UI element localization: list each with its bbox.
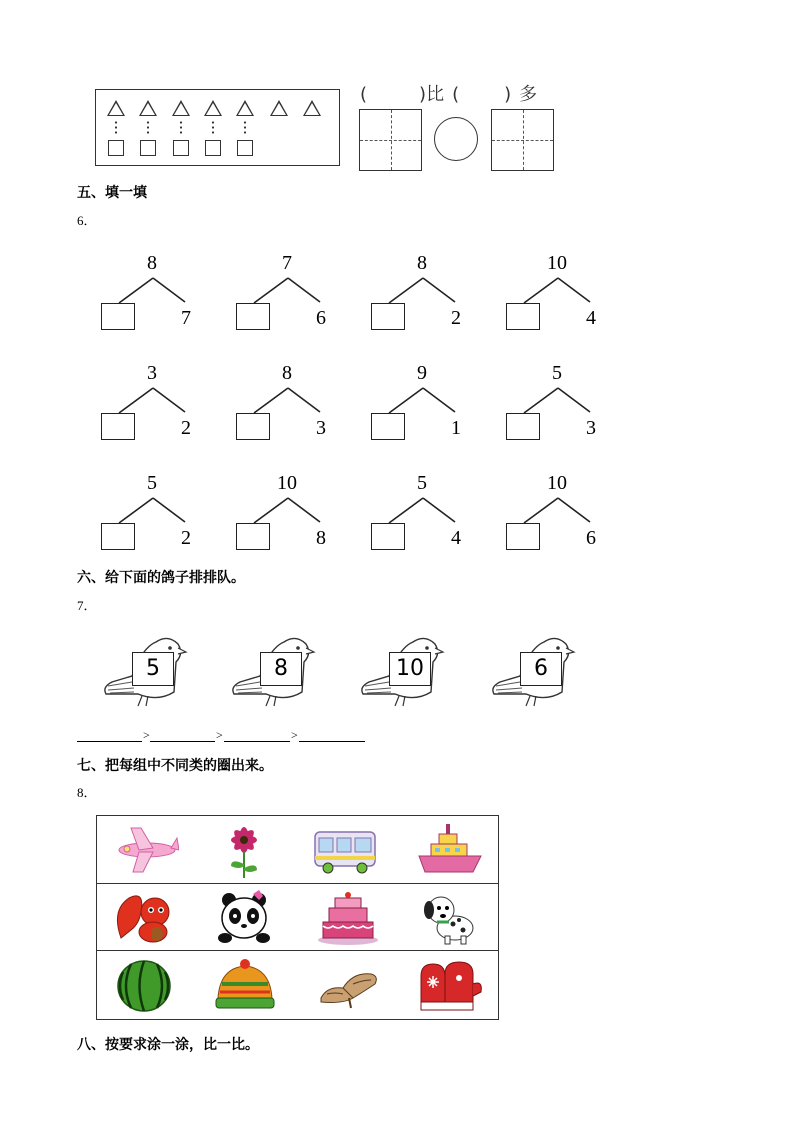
triangle-icon bbox=[204, 100, 222, 116]
bond-right-number: 6 bbox=[316, 307, 326, 329]
number-bond bbox=[236, 362, 346, 457]
word-duo: 多 bbox=[519, 84, 538, 105]
triangle-icon bbox=[270, 100, 288, 116]
order-blank-2[interactable] bbox=[150, 740, 215, 742]
bond-right-number: 2 bbox=[181, 527, 191, 549]
row-divider bbox=[97, 883, 498, 884]
bond-right-number: 8 bbox=[316, 527, 326, 549]
bond-answer-box[interactable] bbox=[506, 523, 540, 550]
bond-right-number: 7 bbox=[181, 307, 191, 329]
answer-grid-box-right[interactable] bbox=[491, 109, 554, 171]
shoes-icon[interactable] bbox=[313, 958, 383, 1014]
number-bond bbox=[371, 472, 481, 567]
section-title: 七、把每组中不同类的圈出来。 bbox=[77, 758, 273, 774]
row-divider bbox=[97, 950, 498, 951]
order-blank-1[interactable] bbox=[77, 740, 142, 742]
compare-sentence bbox=[360, 80, 537, 106]
number-bond bbox=[506, 362, 616, 457]
bond-answer-box[interactable] bbox=[371, 413, 405, 440]
number-bond bbox=[371, 362, 481, 457]
panda-icon[interactable] bbox=[209, 890, 279, 946]
number-bond bbox=[101, 252, 211, 347]
bond-top-number: 8 bbox=[282, 362, 292, 384]
bond-top-number: 10 bbox=[547, 252, 567, 274]
section-title: 八、按要求涂一涂，比一比。 bbox=[77, 1037, 259, 1053]
pigeon-number-sign: 5 bbox=[132, 652, 174, 686]
dotted-connector bbox=[147, 120, 149, 136]
greater-than: > bbox=[291, 728, 298, 742]
number-bond bbox=[371, 252, 481, 347]
triangle-icon bbox=[172, 100, 190, 116]
bond-top-number: 5 bbox=[552, 362, 562, 384]
bond-right-number: 1 bbox=[451, 417, 461, 439]
hat-icon[interactable] bbox=[210, 958, 280, 1014]
dotted-connector bbox=[180, 120, 182, 136]
number-bond bbox=[101, 362, 211, 457]
bond-answer-box[interactable] bbox=[236, 523, 270, 550]
dog-icon[interactable] bbox=[415, 890, 485, 946]
word-bi: 比 bbox=[426, 84, 445, 105]
bond-top-number: 9 bbox=[417, 362, 427, 384]
square-icon bbox=[205, 140, 221, 156]
square-icon bbox=[108, 140, 124, 156]
bond-answer-box[interactable] bbox=[506, 413, 540, 440]
bond-top-number: 5 bbox=[417, 472, 427, 494]
square-icon bbox=[237, 140, 253, 156]
question-number: 6． bbox=[77, 213, 97, 228]
flower-icon[interactable] bbox=[209, 822, 279, 878]
bond-answer-box[interactable] bbox=[101, 523, 135, 550]
bond-answer-box[interactable] bbox=[371, 303, 405, 330]
bond-answer-box[interactable] bbox=[101, 413, 135, 440]
pigeon-10 bbox=[355, 632, 455, 712]
bond-right-number: 2 bbox=[181, 417, 191, 439]
number-bond bbox=[101, 472, 211, 567]
square-icon bbox=[173, 140, 189, 156]
bond-right-number: 3 bbox=[316, 417, 326, 439]
square-icon bbox=[140, 140, 156, 156]
number-bond bbox=[236, 252, 346, 347]
dotted-connector bbox=[244, 120, 246, 136]
paren-right: ) bbox=[419, 84, 427, 105]
pigeon-number-sign: 10 bbox=[389, 652, 431, 686]
number-bond bbox=[506, 252, 616, 347]
number-bond bbox=[506, 472, 616, 567]
bond-top-number: 10 bbox=[547, 472, 567, 494]
pigeon-number-sign: 8 bbox=[260, 652, 302, 686]
section-title: 六、给下面的鸽子排排队。 bbox=[77, 570, 245, 586]
question-number: 7． bbox=[77, 598, 97, 613]
triangle-icon bbox=[139, 100, 157, 116]
greater-than: > bbox=[216, 728, 223, 742]
order-blank-4[interactable] bbox=[299, 740, 365, 742]
cake-icon[interactable] bbox=[313, 890, 383, 946]
bond-answer-box[interactable] bbox=[236, 413, 270, 440]
paren-left: ( bbox=[452, 84, 460, 105]
mittens-icon[interactable] bbox=[415, 958, 485, 1014]
bond-answer-box[interactable] bbox=[506, 303, 540, 330]
bond-top-number: 3 bbox=[147, 362, 157, 384]
number-bond bbox=[236, 472, 346, 567]
bond-answer-box[interactable] bbox=[236, 303, 270, 330]
pigeon-number-sign: 6 bbox=[520, 652, 562, 686]
plane-icon[interactable] bbox=[109, 822, 179, 878]
triangle-icon bbox=[236, 100, 254, 116]
bond-top-number: 5 bbox=[147, 472, 157, 494]
watermelon-icon[interactable] bbox=[109, 958, 179, 1014]
picture-classification-table bbox=[96, 815, 499, 1020]
bond-right-number: 2 bbox=[451, 307, 461, 329]
ship-icon[interactable] bbox=[415, 822, 485, 878]
order-blank-3[interactable] bbox=[224, 740, 290, 742]
answer-grid-box-left[interactable] bbox=[359, 109, 422, 171]
squirrel-icon[interactable] bbox=[111, 890, 181, 946]
bond-top-number: 8 bbox=[417, 252, 427, 274]
paren-right: ) bbox=[504, 84, 512, 105]
triangle-icon bbox=[303, 100, 321, 116]
bond-right-number: 6 bbox=[586, 527, 596, 549]
paren-left: ( bbox=[360, 84, 368, 105]
bond-top-number: 8 bbox=[147, 252, 157, 274]
dotted-connector bbox=[212, 120, 214, 136]
pigeon-6 bbox=[486, 632, 586, 712]
bond-top-number: 7 bbox=[282, 252, 292, 274]
bond-right-number: 4 bbox=[451, 527, 461, 549]
greater-than: > bbox=[143, 728, 150, 742]
dotted-connector bbox=[115, 120, 117, 136]
bond-right-number: 3 bbox=[586, 417, 596, 439]
triangle-icon bbox=[107, 100, 125, 116]
triangle-square-compare-box bbox=[95, 89, 340, 166]
bond-top-number: 10 bbox=[277, 472, 297, 494]
question-number: 8． bbox=[77, 785, 97, 800]
bond-answer-box[interactable] bbox=[101, 303, 135, 330]
bond-right-number: 4 bbox=[586, 307, 596, 329]
section-title: 五、填一填 bbox=[77, 185, 147, 201]
pigeon-8 bbox=[226, 632, 326, 712]
bond-answer-box[interactable] bbox=[371, 523, 405, 550]
compare-circle[interactable] bbox=[434, 117, 478, 161]
bus-icon[interactable] bbox=[310, 822, 380, 878]
pigeon-5 bbox=[98, 632, 198, 712]
